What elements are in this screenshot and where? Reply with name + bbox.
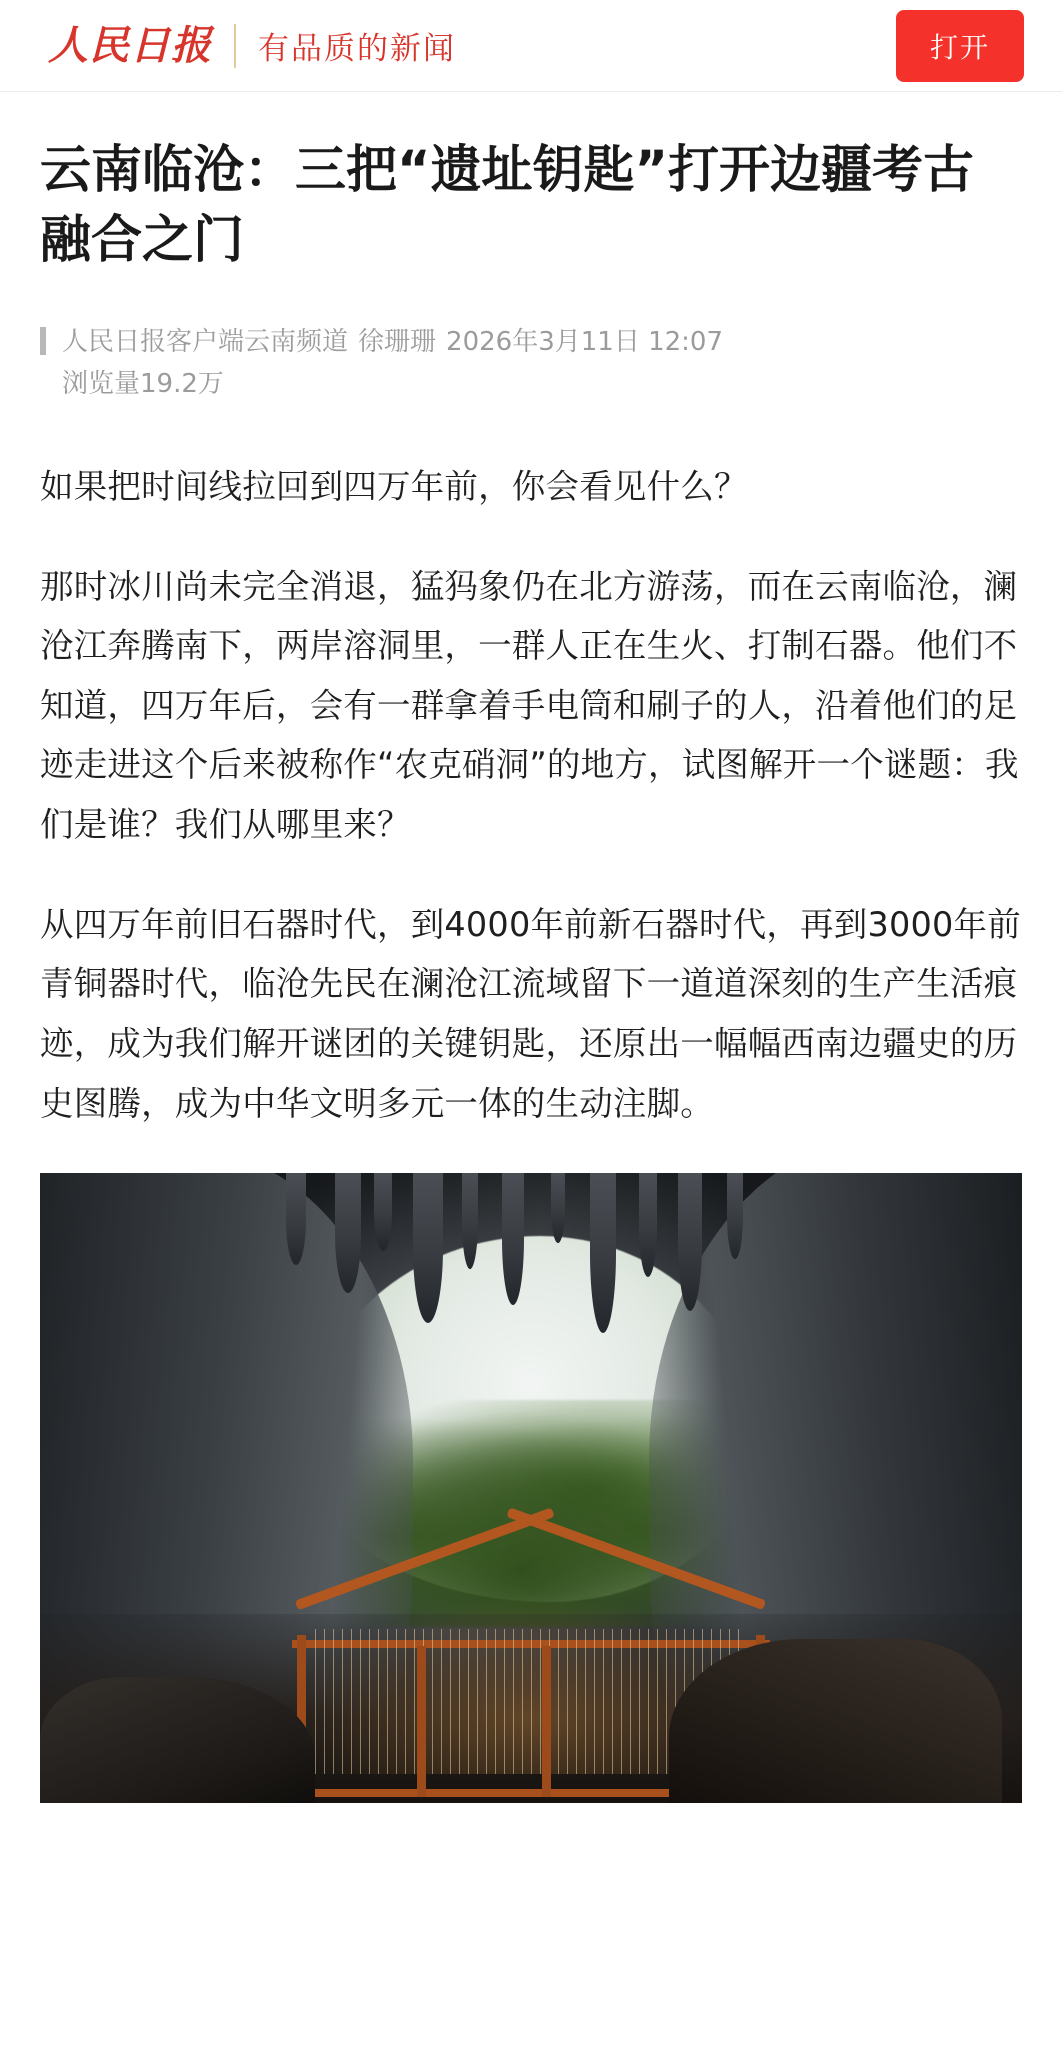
article-paragraph: 如果把时间线拉回到四万年前，你会看见什么？ xyxy=(40,466,748,506)
stalactites xyxy=(40,1173,1022,1450)
post xyxy=(417,1646,426,1797)
brand xyxy=(48,23,456,68)
brand-divider xyxy=(234,24,236,68)
meta-source: 人民日报客户端云南频道 xyxy=(62,326,349,357)
article-container xyxy=(0,92,1062,1803)
foreground-rock-right xyxy=(669,1639,1003,1803)
meta-views: 浏览量19.2万 xyxy=(62,368,224,399)
post xyxy=(542,1646,551,1797)
article-meta xyxy=(40,321,1022,405)
meta-datetime: 2026年3月11日 12:07 xyxy=(446,326,724,357)
brand-slogan: 有品质的新闻 xyxy=(258,31,456,67)
meta-author: 徐珊珊 xyxy=(358,326,437,357)
app-header xyxy=(0,0,1062,92)
article-paragraph: 从四万年前旧石器时代，到4000年前新石器时代，再到3000年前青铜器时代，临沧先民在澜沧江流域留下一道道深刻的生产生活痕迹，成为我们解开谜团的关键钥匙，还原出一幅幅西南边疆史的历史图腾，成为中华文明多元一体的生动注脚。 xyxy=(40,904,1021,1123)
cave-photo xyxy=(40,1173,1022,1803)
article-image-wrapper xyxy=(40,1173,1022,1803)
page-title: 云南临沧：三把“遗址钥匙”打开边疆考古融合之门 xyxy=(40,141,975,271)
article-paragraph: 那时冰川尚未完全消退，猛犸象仍在北方游荡，而在云南临沧，澜沧江奔腾南下，两岸溶洞里，一群人正在生火、打制石器。他们不知道，四万年后，会有一群拿着手电筒和刷子的人，沿着他们的足迹走进这个后来被称作“农克硝洞”的地方，试图解开一个谜题：我们是谁？我们从哪里来？ xyxy=(40,566,1019,845)
open-app-button[interactable]: 打开 xyxy=(896,10,1024,82)
peoples-daily-logo: 人民日报 xyxy=(48,22,212,68)
